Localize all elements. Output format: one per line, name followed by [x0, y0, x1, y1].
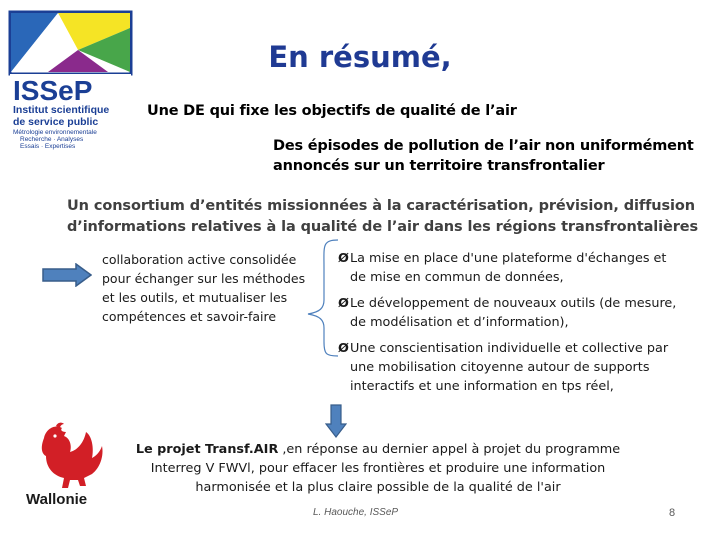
slide-title: En résumé, [268, 40, 452, 74]
bullet-text: Le développement de nouveaux outils (de mesure, de modélisation et d’information), [350, 296, 677, 330]
statement-pollution-episodes: Des épisodes de pollution de l’air non uniformément annoncés sur un territoire transfrontalier [273, 138, 694, 174]
collaboration-text: collaboration active consolidée pour échanger sur les méthodes et les outils, et mutualiser les compétences et savoir-faire [102, 252, 306, 324]
bullet-text: La mise en place d'une plateforme d'échanges et de mise en commun de données, [350, 251, 667, 285]
logo-tagline-3: Essais · Expertises [20, 143, 76, 150]
logo-subtitle-1: Institut scientifique [13, 104, 110, 116]
list-item [338, 294, 683, 332]
list-item [338, 339, 683, 396]
down-arrow-icon [325, 404, 347, 438]
issep-logo [8, 10, 133, 150]
footer-author: L. Haouche, ISSeP [313, 507, 399, 518]
conclusion-body: ,en réponse au dernier appel à projet du programme Interreg V FWVl, pour effacer les frontières et produire une information harmonisée et la plus claire possible de la qualité de l'air [150, 442, 621, 495]
bullet-marker: Ø [338, 341, 349, 356]
conclusion-text [118, 440, 638, 497]
issep-logo-mark [8, 10, 133, 150]
right-arrow-icon [42, 263, 92, 287]
logo-name: ISSeP [13, 75, 93, 106]
statement-consortium: Un consortium d’entités missionnées à la caractérisation, prévision, diffusion d’informations relatives à la qualité de l’air dans les régions transfrontalières [67, 198, 699, 235]
logo-subtitle-2: de service public [13, 116, 99, 128]
project-name: Le projet Transf.AIR [135, 442, 279, 457]
logo-tagline-2: Recherche · Analyses [20, 136, 84, 143]
list-item [338, 249, 683, 287]
bullet-text: Une conscientisation individuelle et collective par une mobilisation citoyenne autour de supports interactifs et une information en tps réel, [350, 341, 669, 394]
wallonie-logo [22, 420, 130, 508]
bullet-marker: Ø [338, 251, 349, 266]
bullet-list [338, 249, 683, 403]
curly-brace-icon [304, 238, 340, 358]
logo-tagline-1: Métrologie environnementale [13, 129, 97, 136]
rooster-icon [22, 420, 130, 508]
wallonie-label: Wallonie [26, 491, 88, 508]
bullet-marker: Ø [338, 296, 349, 311]
statement-directive: Une DE qui fixe les objectifs de qualité de l’air [147, 103, 517, 119]
page-number: 8 [669, 507, 676, 519]
